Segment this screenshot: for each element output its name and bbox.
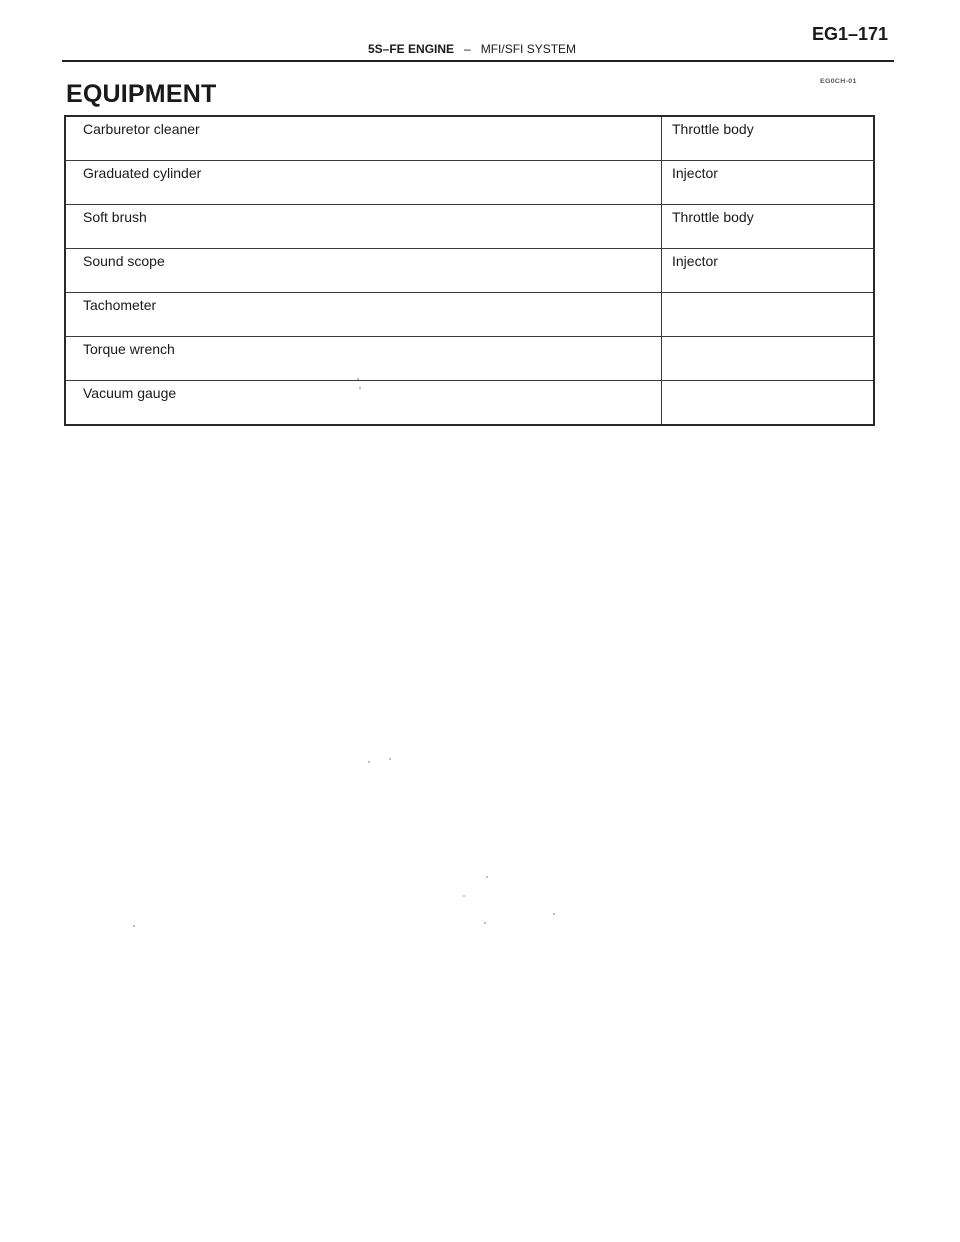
- equipment-cell: Torque wrench: [65, 337, 662, 381]
- scan-speck: [389, 758, 391, 760]
- table-row: [65, 381, 874, 426]
- system-name: MFI/SFI SYSTEM: [480, 42, 577, 56]
- table-row: [65, 293, 874, 337]
- equipment-cell: Soft brush: [65, 205, 662, 249]
- page-header: [62, 24, 894, 62]
- equipment-cell: Tachometer: [65, 293, 662, 337]
- use-cell: Injector: [662, 161, 875, 205]
- scan-speck: [133, 925, 135, 927]
- page-number: EG1–171: [811, 24, 888, 44]
- scan-speck: [368, 761, 370, 763]
- scan-speck: [486, 876, 488, 878]
- equipment-cell: Sound scope: [65, 249, 662, 293]
- scan-speck: [463, 895, 465, 897]
- use-cell: Injector: [662, 249, 875, 293]
- equipment-cell: Carburetor cleaner: [65, 116, 662, 161]
- figure-code: EG0CH-01: [820, 78, 857, 85]
- scan-speck: [484, 922, 486, 924]
- table-row: [65, 249, 874, 293]
- table-row: [65, 337, 874, 381]
- equipment-cell: Graduated cylinder: [65, 161, 662, 205]
- equipment-table: [64, 115, 875, 426]
- use-cell: [662, 381, 875, 426]
- scan-speck: [553, 913, 555, 915]
- table-row: [65, 205, 874, 249]
- use-cell: [662, 293, 875, 337]
- section-title: [368, 42, 576, 56]
- use-cell: [662, 337, 875, 381]
- table-row: [65, 161, 874, 205]
- use-cell: Throttle body: [662, 205, 875, 249]
- header-separator: –: [464, 42, 471, 56]
- engine-name: 5S–FE ENGINE: [368, 42, 455, 56]
- page-title: EQUIPMENT: [66, 80, 217, 108]
- table-row: [65, 116, 874, 161]
- scan-speck: [359, 387, 361, 389]
- equipment-cell: Vacuum gauge: [65, 381, 662, 426]
- scan-speck: [357, 378, 359, 380]
- use-cell: Throttle body: [662, 116, 875, 161]
